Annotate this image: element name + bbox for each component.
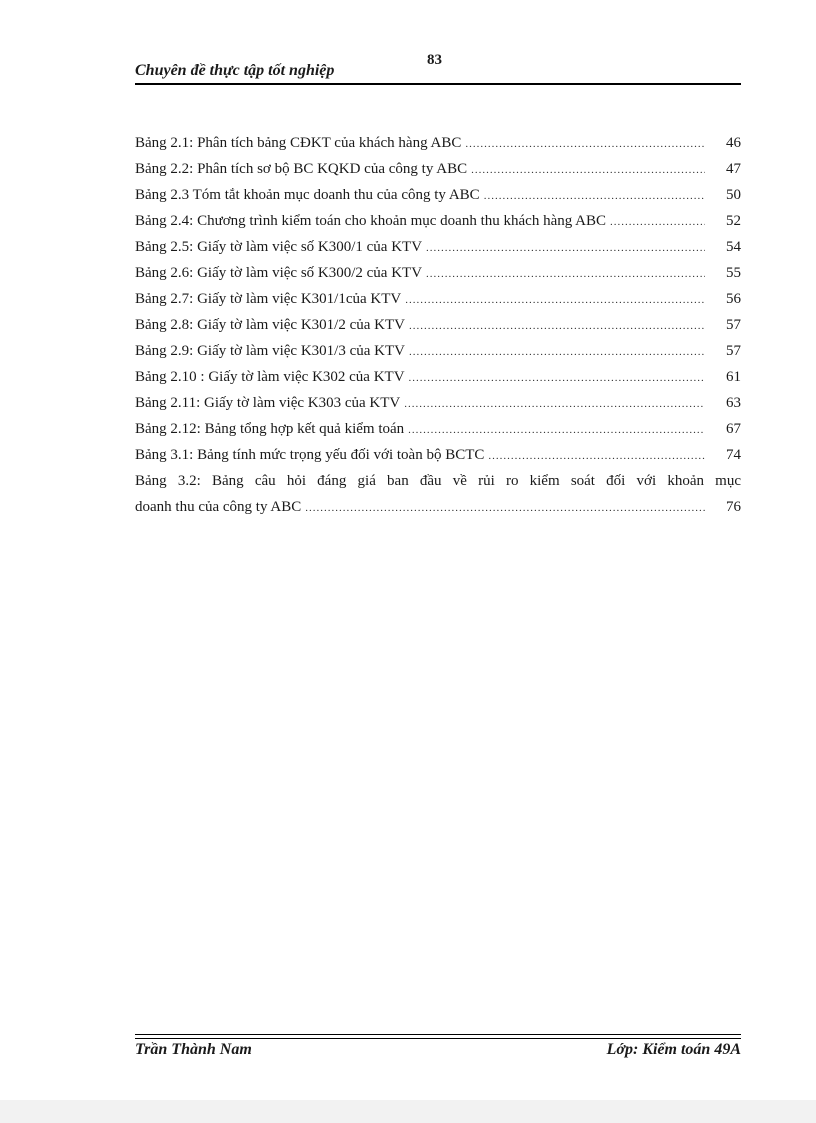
toc-entry-label-line2: doanh thu của công ty ABC [135, 499, 302, 515]
header-title: Chuyên đề thực tập tốt nghiệp [135, 62, 335, 79]
toc-entry [135, 234, 741, 260]
toc-entry-page: 54 [726, 239, 741, 255]
toc-entry [135, 260, 741, 286]
toc-entry-page: 61 [726, 369, 741, 385]
header-rule [135, 83, 741, 85]
toc-entry-label: Bảng 2.1: Phân tích bảng CĐKT của khách hàng ABC [135, 135, 462, 151]
toc-entry-page: 50 [726, 187, 741, 203]
toc-entry-label: Bảng 2.2: Phân tích sơ bộ BC KQKD của công ty ABC [135, 161, 468, 177]
dot-leader [409, 365, 705, 391]
toc-entry [135, 182, 741, 208]
table-of-tables [135, 130, 741, 520]
toc-entry-page: 63 [726, 395, 741, 411]
toc-entry-label: Bảng 2.4: Chương trình kiểm toán cho khoản mục doanh thu khách hàng ABC [135, 213, 606, 229]
toc-entry [135, 442, 741, 468]
toc-entry [135, 364, 741, 390]
toc-entry [135, 208, 741, 234]
dot-leader [409, 339, 705, 365]
toc-entry [135, 494, 741, 520]
toc-entry-label: Bảng 2.11: Giấy tờ làm việc K303 của KTV [135, 395, 401, 411]
page-number: 83 [427, 52, 442, 68]
toc-entry-label: Bảng 2.10 : Giấy tờ làm việc K302 của KTV [135, 369, 405, 385]
dot-leader [426, 261, 705, 287]
footer-author: Trần Thành Nam [135, 1041, 252, 1058]
toc-entry [135, 130, 741, 156]
toc-entry-label: Bảng 2.8: Giấy tờ làm việc K301/2 của KTV [135, 317, 405, 333]
toc-entry-label: Bảng 2.6: Giấy tờ làm việc số K300/2 của KTV [135, 265, 423, 281]
toc-entry [135, 338, 741, 364]
toc-entry-label: Bảng 3.1: Bảng tính mức trọng yếu đối với toàn bộ BCTC [135, 447, 485, 463]
footer-rule [135, 1034, 741, 1039]
dot-leader [408, 417, 705, 443]
dot-leader [488, 443, 705, 469]
toc-entry-page: 76 [726, 499, 741, 515]
toc-entry-page: 47 [726, 161, 741, 177]
toc-entry [135, 416, 741, 442]
toc-entry [135, 286, 741, 312]
toc-entry-continued-line [135, 468, 741, 494]
toc-entry-page: 56 [726, 291, 741, 307]
toc-entry-page: 55 [726, 265, 741, 281]
toc-entry-page: 57 [726, 317, 741, 333]
toc-entry [135, 156, 741, 182]
dot-leader [305, 495, 705, 521]
dot-leader [404, 391, 705, 417]
dot-leader [471, 157, 705, 183]
toc-entry-page: 46 [726, 135, 741, 151]
dot-leader [426, 235, 705, 261]
toc-entry-label: Bảng 2.9: Giấy tờ làm việc K301/3 của KTV [135, 343, 405, 359]
dot-leader [465, 131, 705, 157]
toc-entry-page: 67 [726, 421, 741, 437]
dot-leader [610, 209, 705, 235]
toc-entry [135, 390, 741, 416]
dot-leader [405, 287, 705, 313]
dot-leader [484, 183, 705, 209]
footer-class: Lớp: Kiểm toán 49A [606, 1041, 741, 1058]
toc-entry-label-line1: Bảng 3.2: Bảng câu hỏi đáng giá ban đầu về rủi ro kiểm soát đối với khoản mục [135, 473, 741, 489]
toc-entry-label: Bảng 2.12: Bảng tổng hợp kết quả kiểm toán [135, 421, 405, 437]
toc-entry-label: Bảng 2.3 Tóm tắt khoản mục doanh thu của công ty ABC [135, 187, 480, 203]
toc-entry [135, 312, 741, 338]
toc-entry-page: 57 [726, 343, 741, 359]
toc-entry-label: Bảng 2.7: Giấy tờ làm việc K301/1của KTV [135, 291, 402, 307]
toc-entry-label: Bảng 2.5: Giấy tờ làm việc số K300/1 của KTV [135, 239, 423, 255]
dot-leader [409, 313, 705, 339]
toc-entry-page: 52 [726, 213, 741, 229]
toc-entry-page: 74 [726, 447, 741, 463]
